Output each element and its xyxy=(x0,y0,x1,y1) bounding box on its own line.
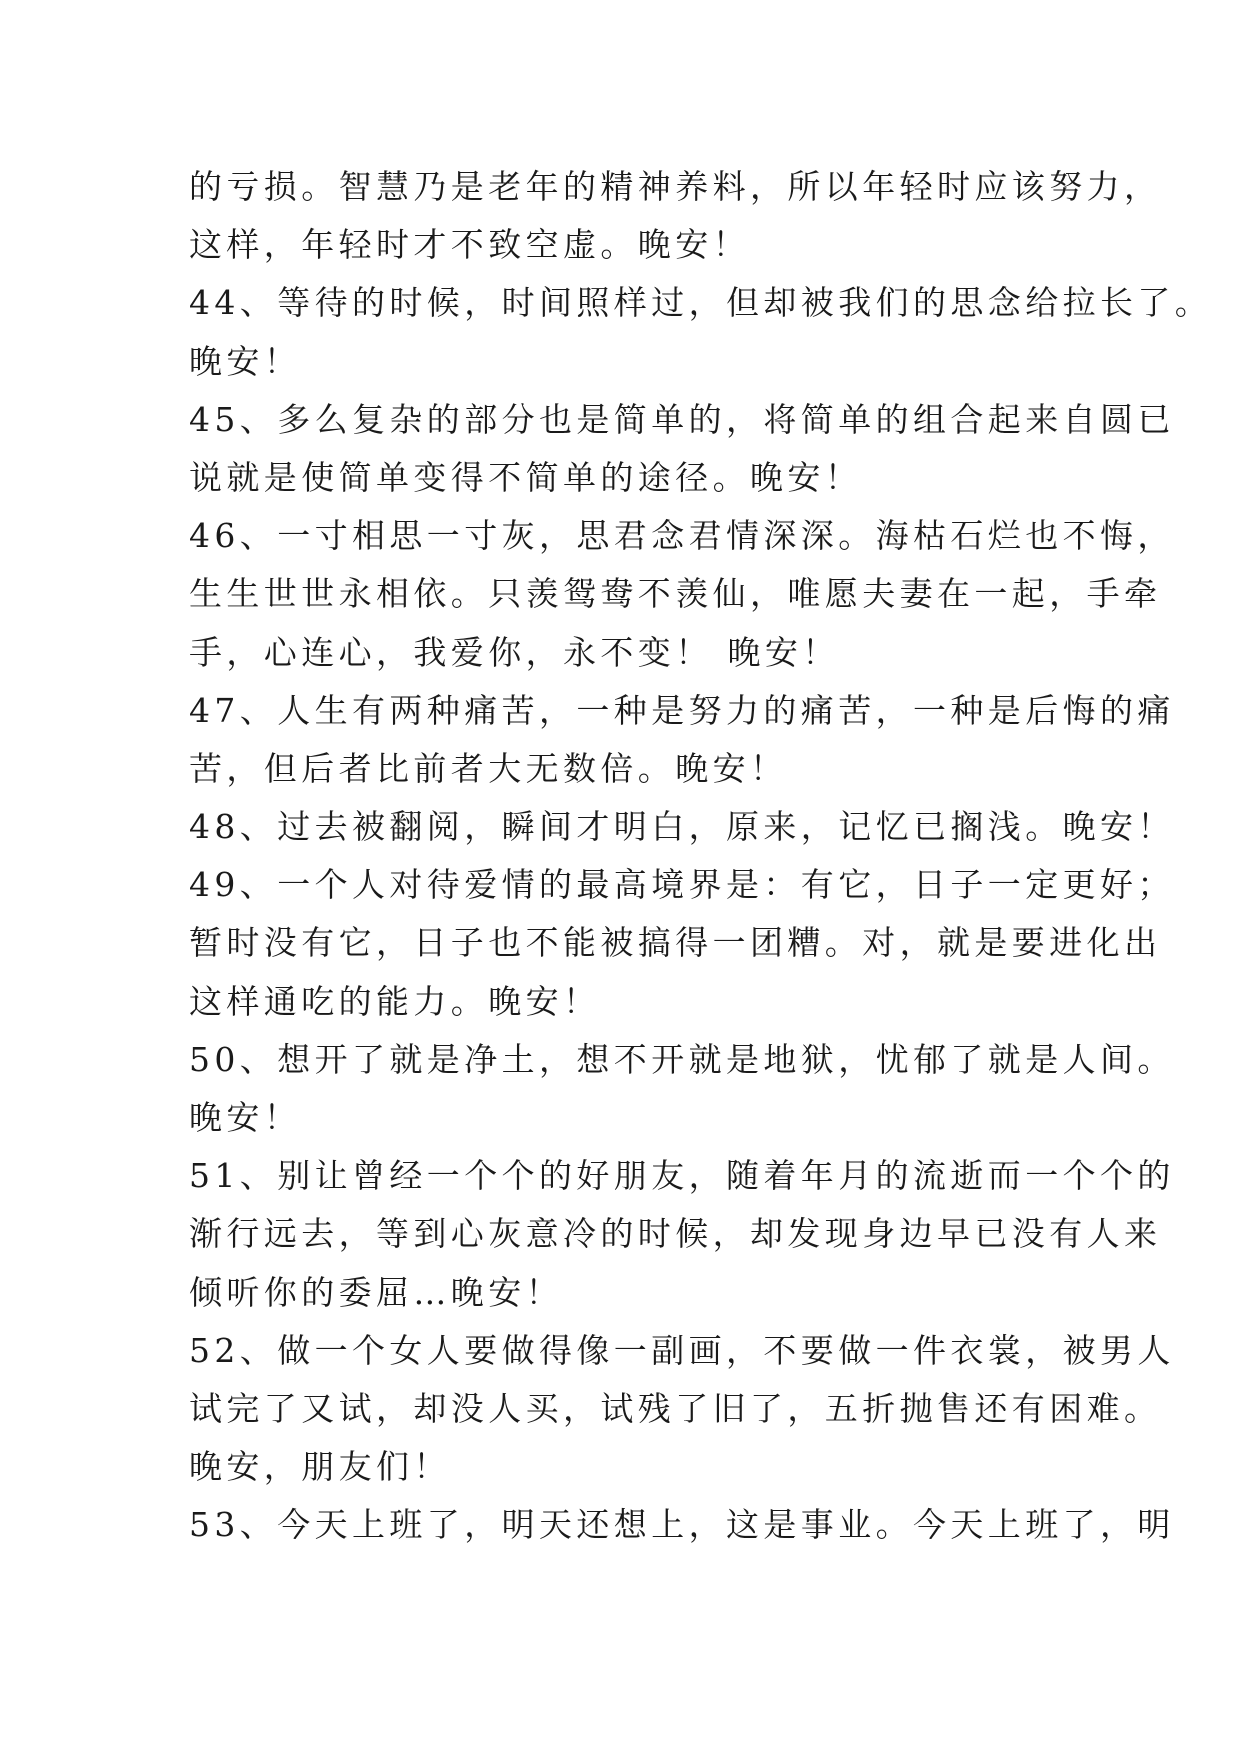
text-line: 的亏损。智慧乃是老年的精神养料，所以年轻时应该努力， xyxy=(189,167,1162,206)
document-text-body xyxy=(189,158,1213,1555)
text-line: 晚安，朋友们！ xyxy=(189,1447,451,1487)
text-line: 46、一寸相思一寸灰，思君念君情深深。海枯石烂也不悔， xyxy=(189,516,1175,556)
text-line: 生生世世永相依。只羡鸳鸯不羡仙，唯愿夫妻在一起，手牵 xyxy=(189,574,1162,614)
text-line: 这样，年轻时才不致空虚。晚安！ xyxy=(189,225,750,265)
text-line: 说就是使简单变得不简单的途径。晚安！ xyxy=(189,457,863,497)
text-line: 52、做一个女人要做得像一副画，不要做一件衣裳，被男人 xyxy=(189,1330,1175,1370)
text-line: 晚安！ xyxy=(189,341,302,381)
text-line: 暂时没有它，日子也不能被搞得一团糟。对，就是要进化出 xyxy=(189,923,1162,963)
text-line: 51、别让曾经一个个的好朋友，随着年月的流逝而一个个的 xyxy=(189,1156,1175,1196)
text-line: 45、多么复杂的部分也是简单的，将简单的组合起来自圆已 xyxy=(189,399,1175,439)
text-line: 53、今天上班了，明天还想上，这是事业。今天上班了，明 xyxy=(189,1505,1175,1545)
text-line: 这样通吃的能力。晚安！ xyxy=(189,981,601,1021)
text-line: 试完了又试，却没人买，试残了旧了，五折抛售还有困难。 xyxy=(189,1388,1162,1428)
text-line: 50、想开了就是净土，想不开就是地狱，忧郁了就是人间。 xyxy=(189,1039,1175,1079)
text-line: 渐行远去，等到心灰意冷的时候，却发现身边早已没有人来 xyxy=(189,1214,1162,1254)
text-line: 手，心连心，我爱你，永不变！ 晚安！ xyxy=(189,632,840,672)
text-line: 苦，但后者比前者大无数倍。晚安！ xyxy=(189,748,788,788)
text-line: 48、过去被翻阅，瞬间才明白，原来，记忆已搁浅。晚安！ xyxy=(189,807,1175,847)
text-line: 晚安！ xyxy=(189,1098,302,1137)
text-line: 44、等待的时候，时间照样过，但却被我们的思念给拉长了。 xyxy=(189,283,1213,323)
text-line: 倾听你的委屈…晚安！ xyxy=(189,1272,563,1312)
text-line: 47、人生有两种痛苦，一种是努力的痛苦，一种是后悔的痛 xyxy=(189,690,1175,730)
text-line: 49、一个人对待爱情的最高境界是：有它，日子一定更好； xyxy=(189,865,1175,905)
